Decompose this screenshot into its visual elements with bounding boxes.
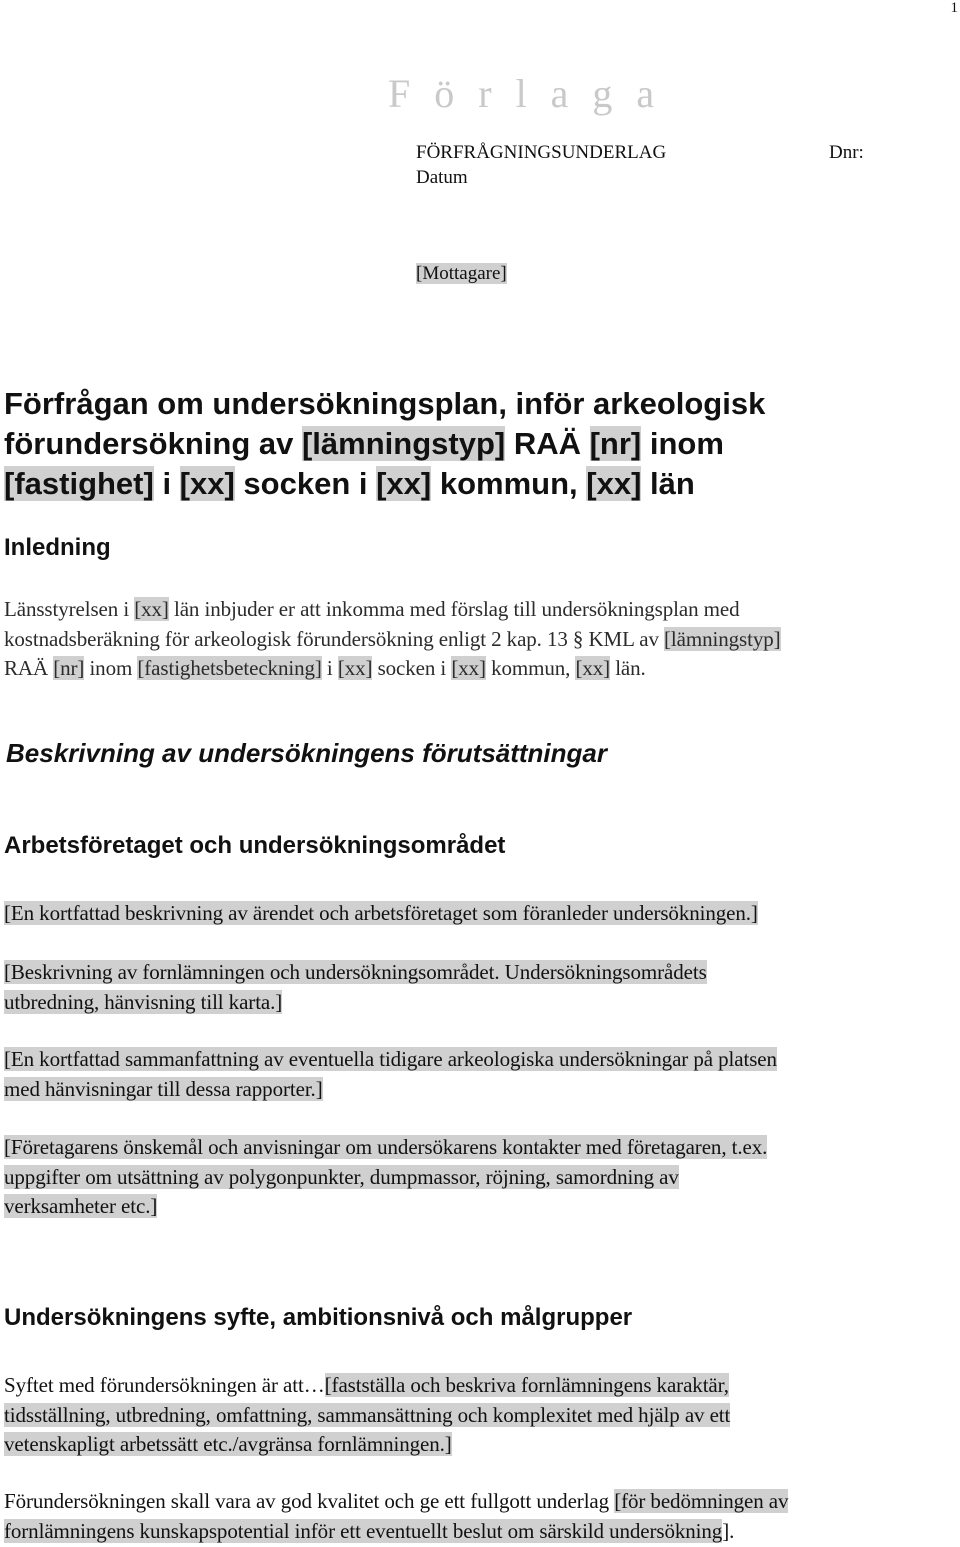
doc-type-label: FÖRFRÅGNINGSUNDERLAG [416,142,667,163]
placeholder-text: [Företagarens önskemål och anvisningar om undersökarens kontakter med företagaren, t.ex. [4,1135,768,1159]
text: Syftet med förundersökningen är att… [4,1373,325,1397]
paragraph-line [4,1163,959,1193]
placeholder-text: uppgifter om utsättning av polygonpunkter, dumpmassor, röjning, samordning av [4,1164,679,1189]
placeholder-nr: [nr] [53,656,85,680]
title-line-2 [4,424,954,464]
paragraph-line [4,1487,959,1517]
paragraph-line [4,1517,959,1547]
placeholder-text: [Beskrivning av fornlämningen och undersökningsområdet. Undersökningsområdets [4,960,707,984]
dnr-label: Dnr: [829,142,864,163]
text: ]. [722,1518,735,1543]
paragraph-kvalitet [4,1487,959,1546]
paragraph-foretagarens-onskemal [4,1133,959,1222]
inledning-line-1 [4,595,959,625]
paragraph-line [4,1401,959,1431]
recipient-placeholder [416,263,507,285]
title-text: förundersökning av [4,426,302,461]
placeholder-lan: [xx] [575,656,611,680]
title-text: socken i [234,466,377,501]
paragraph-line [4,1192,959,1222]
placeholder-text: utbredning, hänvisning till karta.] [4,989,283,1014]
placeholder-fastighet: [fastighet] [4,466,154,501]
inledning-line-2 [4,625,959,655]
placeholder-xx: [xx] [134,597,169,621]
title-line-1: Förfrågan om undersökningsplan, inför arkeologisk [4,386,766,421]
title-text: RAÄ [505,426,590,461]
placeholder-text: verksamheter etc.] [4,1194,158,1218]
text: län. [610,656,646,680]
title-text: län [641,466,695,501]
paragraph-syftet [4,1371,959,1460]
paragraph-line [4,1045,959,1075]
placeholder-lan: [xx] [586,466,642,501]
text: inom [84,656,138,680]
text: län inbjuder er att inkomma med förslag till undersökningsplan med [168,597,740,621]
recipient-text: [Mottagare] [416,263,507,284]
placeholder-kommun: [xx] [376,466,432,501]
paragraph-line [4,1430,959,1460]
watermark-forlaga: F ö r l a g a [388,71,662,116]
heading-beskrivning: Beskrivning av undersökningens förutsättningar [6,738,607,768]
paragraph-line [4,988,959,1018]
placeholder-text: med hänvisningar till dessa rapporter.] [4,1076,323,1101]
placeholder-text: fornlämningens kunskapspotential inför ett eventuellt beslut om särskild undersökning [4,1518,723,1543]
paragraph-line [4,899,959,929]
heading-syfte: Undersökningens syfte, ambitionsnivå och målgrupper [4,1304,633,1331]
heading-arbetsforetaget: Arbetsföretaget och undersökningsområdet [4,832,506,859]
heading-inledning: Inledning [4,534,111,561]
paragraph-fornlamningen [4,958,959,1017]
placeholder-text: [för bedömningen av [614,1489,789,1513]
placeholder-text: vetenskapligt arbetssätt etc./avgränsa fornlämningen.] [4,1432,452,1456]
paragraph-tidigare-undersokningar [4,1045,959,1104]
paragraph-arendet [4,899,959,929]
inledning-line-3 [4,654,959,684]
text: RAÄ [4,656,54,680]
paragraph-inledning [4,595,959,684]
page-number: 1 [950,0,958,16]
placeholder-text: tidsställning, utbredning, omfattning, sammansättning och komplexitet med hjälp av ett [4,1402,731,1427]
date-label: Datum [416,167,468,188]
text: socken i [372,656,452,680]
placeholder-lamningstyp: [lämningstyp] [301,426,506,461]
title-text: kommun, [431,466,587,501]
placeholder-socken: [xx] [337,656,373,680]
paragraph-line [4,958,959,988]
placeholder-lamningstyp: [lämningstyp] [664,626,781,651]
title-text: i [153,466,180,501]
paragraph-line [4,1075,959,1105]
title-line-3 [4,464,954,504]
paragraph-line [4,1133,959,1163]
text: Förundersökningen skall vara av god kvalitet och ge ett fullgott underlag [4,1489,615,1513]
text: i [321,656,338,680]
placeholder-kommun: [xx] [451,656,486,680]
text: kommun, [485,656,576,680]
placeholder-nr: [nr] [589,426,642,461]
placeholder-socken: [xx] [179,466,235,501]
placeholder-text: [En kortfattad sammanfattning av eventuella tidigare arkeologiska undersökningar på platsen [4,1047,777,1071]
text: Länsstyrelsen i [4,597,135,621]
title-text: inom [641,426,724,461]
document-title [4,384,954,504]
placeholder-text: [fastställa och beskriva fornlämningens karaktär, [324,1373,729,1397]
text: kostnadsberäkning för arkeologisk förundersökning enligt 2 kap. 13 § KML av [4,626,664,651]
paragraph-line [4,1371,959,1401]
placeholder-fastighetsbeteckning: [fastighetsbeteckning] [137,656,322,680]
placeholder-text: [En kortfattad beskrivning av ärendet och arbetsföretaget som föranleder undersökningen.] [4,901,758,925]
